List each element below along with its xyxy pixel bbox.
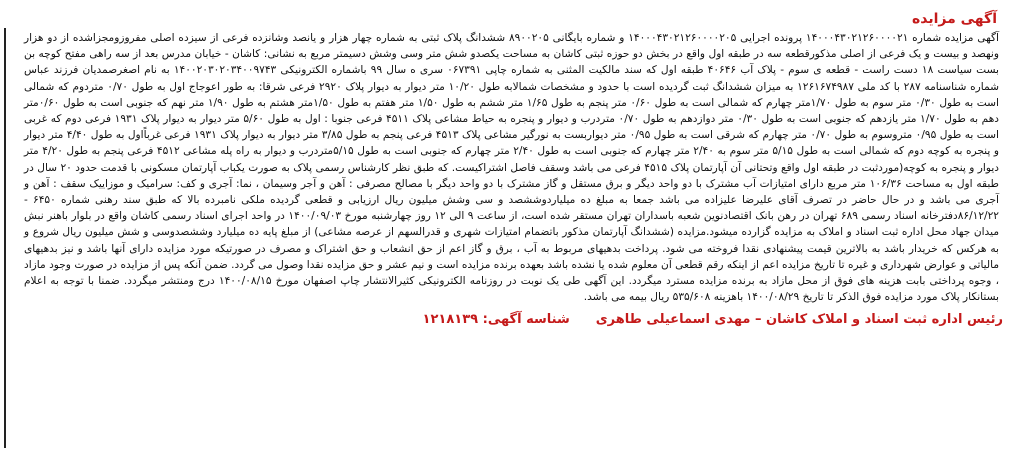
auction-notice <box>18 6 1003 466</box>
notice-title: آگهی مزایده <box>911 11 997 27</box>
signatory: رئیس اداره ثبت اسناد و املاک کاشان – مهدی اسماعیلی طاهری <box>595 312 1003 328</box>
left-border-line <box>4 28 6 448</box>
notice-body: آگهی مزایده شماره ۱۴۰۰۰۴۳۰۲۱۲۶۰۰۰۰۲۱ پرونده اجرایی ۱۴۰۰۰۴۳۰۲۱۲۶۰۰۰۰۲۰۵ و شماره بایگانی ۸۹۰۰۲۰۵ ششدانگ پلاک ثبتی به شماره چهار هزار و یانصد وشانزده فرعی از سیزده اصلی مفروزومجزاشده از دو هزار ونهصد و بیست و یک فرعی از اصلی مذکورقطعه سه در طبقه اول واقع در بخش دو حوزه ثبتی کاشان به مساحت یکصدو شش متر وسی وشش دسیمتر مربع به نشانی: کاشان - خیابان مدرس بعد از سه راهی مفتح کوچه بن بست سیاست ۱۸ دست راست - قطعه ی سوم - پلاک آب ۴۰۶۴۶ طبقه اول که سند مالکیت المثنی به شماره چاپی ۰۶۷۳۹۱ سری ه سال ۹۹ باشماره الکترونیکی ۱۴۰۰۲۰۳۰۲۰۳۴۰۰۹۷۴۳ به نام اصغرصمدیان فرزند عباس شماره شناسنامه ۲۸۷ با کد ملی ۱۲۶۱۶۷۴۹۸۷ به میزان ششدانگ ثبت گردیده است با حدود و مشخصات شمالابه طول ۱۰/۲۰ متر دیوار به دیوار پلاک ۲۹۲۰ فرعی شرقا: به طور اعوجاج اول به طول ۰/۷۰ متردوم که شمالی است به طول ۰/۳۰ متر سوم به طول ۱/۷۰متر چهارم که شمالی است به طول ۰/۶۰ متر پنجم به طول ۱/۶۵ متر ششم به طول ۱/۵۰ متر هفتم به طول ۱/۵۰متر هشتم به طول ۱/۹۰ متر نهم که جنوبی است به طول ۰/۶۰متر دهم به طول ۱/۷۰ متر یازدهم که جنوبی است به طول ۰/۳۰ متر دوازدهم به طول ۰/۷۰ متردرب و دیوار و پنجره به حیاط مشاعی پلاک ۴۵۱۱ فرعی جنوبا : اول به طول ۵/۶۰ متر دیوار به دیوار پلاک ۱۹۳۱ فرعی دوم که غربی است به طول ۰/۹۵ متروسوم به طول ۰/۷۰ متر چهارم که شرقی است به طول ۰/۹۵ متر دیواربست به نورگیر مشاعی پلاک ۴۵۱۳ فرعی پنجم به طول ۳/۸۵ متر دیوار به دیوار پلاک ۱۹۳۱ فرعی غرباًاول به طول ۴/۴۰ متر دیوار و پنجره به کوچه دوم که شمالی است به طول ۵/۱۵ متر سوم به ۲/۴۰ متر چهارم که جنوبی است به طول ۲/۴۰ متر چهارم که جنوبی است به طول ۵/۱۵متردرب و دیوار به راه پله مشاعی ۴۵۱۲ فرعی پنجم به طول ۴/۲۰ متر دیوار و پنجره به کوچه(موردثبت در طبقه اول واقع وتحتانی آن آپارتمان پلاک ۴۵۱۵ فرعی می باشد وسقف فاصل اشتراکیست. که طبق نظر کارشناس رسمی پلاک به صورت یکباب آپارتمان مسکونی با قدمت حدود ۲۰ سال در طبقه اول به مساحت ۱۰۶/۳۶ متر مربع دارای امتیازات آب مشترک با دو واحد دیگر و برق مستقل و گاز مشترک با دو واحد دیگر با مصالح مصرفی : آهن و آجر وسیمان ، نما: آجری و کف: سرامیک و موزاییک سقف : آهن و آجری می باشد و در حال حاضر در تصرف آقای علیرضا علیزاده می باشد جمعا به مبلغ ده میلیاردوششصد و سی وشش میلیون ریال ارزیابی و قطعی گردیده ملکی نامبرده بالا که طبق سند رهنی شماره ۶۴۵۰ - ۸۶/۱۲/۲۲دفترخانه اسناد رسمی ۶۸۹ تهران در رهن بانک اقتصادنوین شعبه باسداران تهران مستقر شده است، از ساعت ۹ الی ۱۲ روز چهارشنبه مورخ ۱۴۰۰/۰۹/۰۳ در واحد اجرای اسناد رسمی کاشان واقع در بلوار باهنر نبش میدان جهاد محل اداره ثبت اسناد و املاک به مزایده گزارده میشود.مزایده (ششدانگ آپارتمان مذکور باتضمام امتیازات شهری و قدرالسهم از عرصه مشاعی) از مبلغ پایه ده میلیارد وششصدوسی و شش میلیون ریال شروع و به هرکس که خریدار باشد به بالاترین قیمت پیشنهادی نقدا فروخته می شود. پرداخت بدهیهای مربوط به آب ، برق و گاز اعم از حق انشعاب و حق اشتراک و مصرف در صورتیکه مورد مزایده دارای آنها باشد و نیز بدهیهای مالیاتی و عوارض شهرداری و غیره تا تاریخ مزایده اعم از اینکه رقم قطعی آن معلوم شده یا نشده باشد بعهده برنده مزایده است و نیم عشر و حق مزایده نقدا وصول می گردد. ضمن آنکه پس از مزایده در صورت وجود مازاد ، وجوه پرداختی بابت هزینه های فوق از محل مازاد به برنده مزایده مسترد میگردد. این آگهی طی یک نوبت در روزنامه الکترونیکی کثیرالانتشار چاپ اصفهان مورخ ۱۴۰۰/۰۸/۱۵ درج ومنتشر میگردد. ضمنا با توجه به اعلام بستانکار پلاک مورد مزایده فوق الذکر تا تاریخ ۱۴۰۰/۰۸/۲۹ باهزینه ۵۳۵/۶۰۸ ریال بیمه می باشد. <box>24 32 999 304</box>
notice-footer <box>18 311 1003 329</box>
notice-id-label: شناسه آگهی: <box>482 312 570 328</box>
notice-id <box>423 311 570 329</box>
notice-id-value: ۱۲۱۸۱۳۹ <box>422 312 479 328</box>
